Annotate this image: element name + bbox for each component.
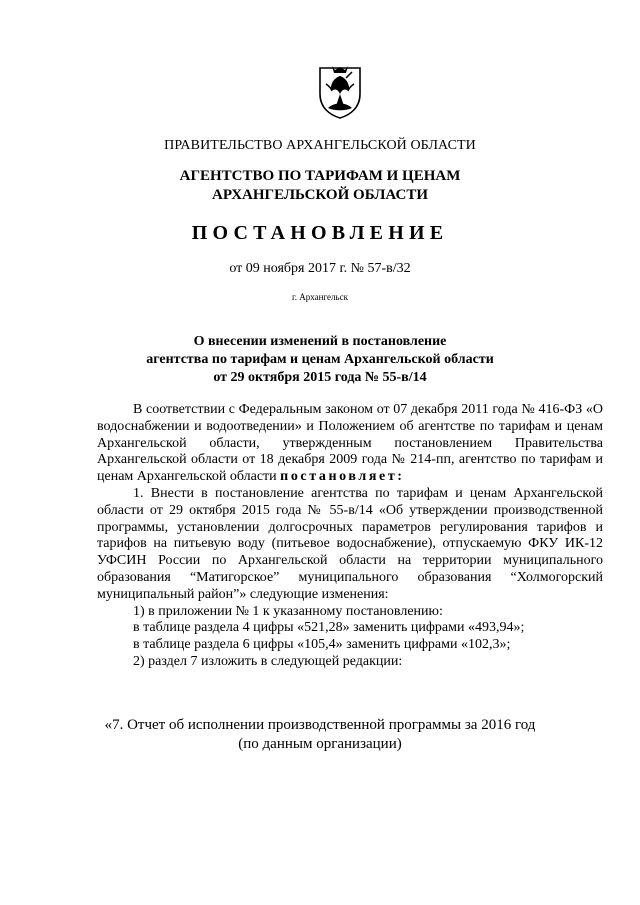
- preamble-text: В соответствии с Федеральным законом от 07 декабря 2011 года № 416-ФЗ «О водоснабжении и водоотведении» и Положением об агентстве по тарифам и ценам Архангельской области, утвержденным постановлением Правительства Архангельской области от 18 декабря 2009 года № 214-пп, агентство по тарифам и ценам Архангельской области: [97, 402, 603, 485]
- agency-name-line-1: АГЕНТСТВО ПО ТАРИФАМ И ЦЕНАМ: [179, 168, 461, 184]
- preamble-paragraph: [97, 402, 603, 486]
- agency-name: [60, 167, 580, 205]
- coat-of-arms-icon: [316, 64, 364, 120]
- subject-line-3: от 29 октября 2015 года № 55-в/14: [213, 370, 427, 385]
- subject-line-2: агентства по тарифам и ценам Архангельской области: [146, 352, 494, 367]
- subpoint-1: 1) в приложении № 1 к указанному постановлению:: [133, 603, 443, 619]
- subpoint-2: 2) раздел 7 изложить в следующей редакции:: [133, 653, 403, 669]
- city-name: г. Архангельск: [292, 292, 348, 302]
- decrees-word: постановляет:: [280, 469, 405, 485]
- document-body: [97, 402, 603, 671]
- document-type-title: ПОСТАНОВЛЕНИЕ: [191, 222, 449, 244]
- report-title-line-2: (по данным организации): [238, 736, 402, 752]
- subpoint-1a: в таблице раздела 4 цифры «521,28» заменить цифрами «493,94»;: [133, 620, 525, 636]
- document-subject: [60, 333, 580, 387]
- subpoint-1b: в таблице раздела 6 цифры «105,4» заменить цифрами «102,3»;: [133, 637, 511, 653]
- point-1-paragraph: 1. Внести в постановление агентства по тарифам и ценам Архангельской области от 29 октября 2015 года № 55-в/14 «Об утверждении производственной программы, установлении долгосрочных параметров регулирования тарифов и тарифов на питьевую воду (питьевое водоснабжение), отпускаемую ФКУ ИК-12 УФСИН России по Архангельской области на территории муниципального образования “Матигорское” муниципального образования “Холмогорский муниципальный район”» следующие изменения:: [97, 485, 603, 602]
- report-section-title: [60, 716, 580, 754]
- date-and-number: от 09 ноября 2017 г. № 57-в/32: [229, 261, 411, 276]
- agency-name-line-2: АРХАНГЕЛЬСКОЙ ОБЛАСТИ: [212, 187, 428, 203]
- government-name: ПРАВИТЕЛЬСТВО АРХАНГЕЛЬСКОЙ ОБЛАСТИ: [164, 138, 476, 153]
- report-title-line-1: «7. Отчет об исполнении производственной программы за 2016 год: [104, 717, 536, 733]
- subject-line-1: О внесении изменений в постановление: [193, 334, 447, 349]
